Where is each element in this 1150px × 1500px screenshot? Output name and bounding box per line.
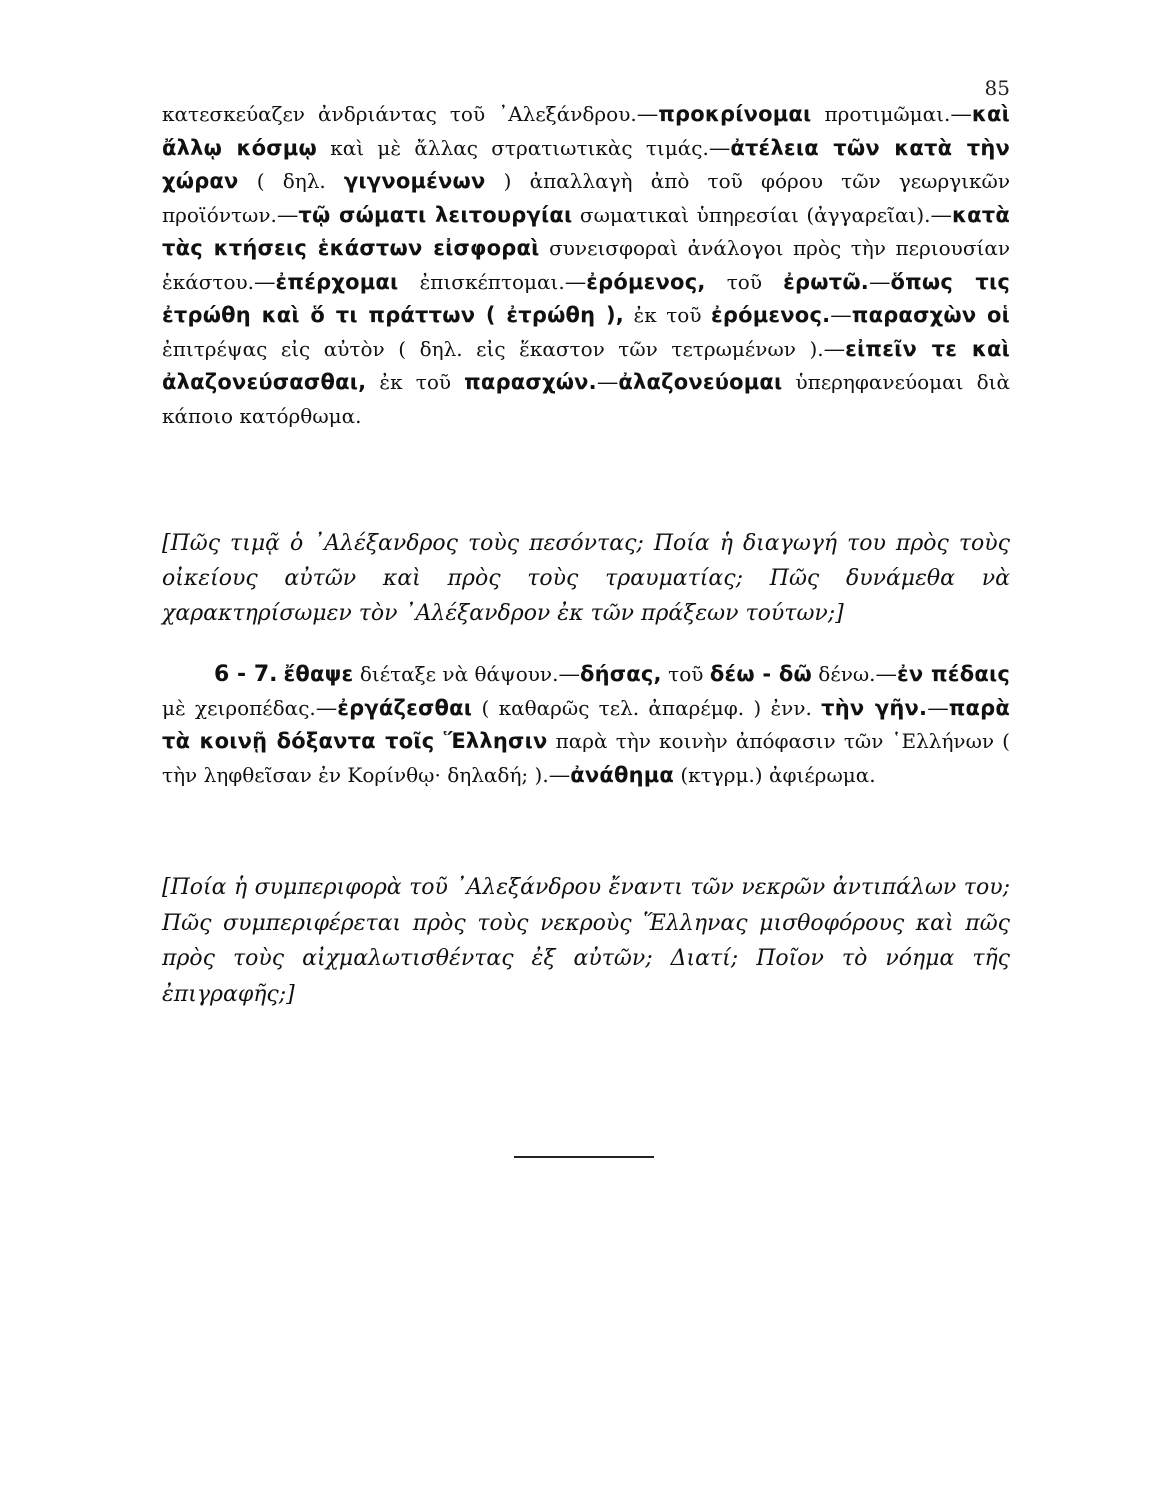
- headword: ἐρόμενος,: [586, 269, 706, 294]
- headword: γιγνομένων: [343, 169, 486, 193]
- dash-separator: —: [558, 662, 580, 687]
- gloss-text: μὲ χειροπέδας.: [162, 695, 316, 720]
- dash-separator: —: [930, 202, 953, 228]
- headword: ἀλαζονεύομαι: [618, 370, 783, 394]
- dash-separator: —: [636, 102, 659, 127]
- gloss-text: τοῦ: [661, 662, 710, 686]
- gloss-text: ( καθαρῶς τελ. ἀπαρέμφ. ) ἐνν.: [472, 695, 822, 720]
- dash-separator: —: [868, 269, 891, 295]
- gloss-paragraph-2-body: [162, 662, 1010, 788]
- gloss-text: σωματικαὶ ὑπηρεσίαι (ἀγγαρεῖαι).: [572, 202, 931, 227]
- gloss-text: ( δηλ.: [238, 169, 344, 193]
- gloss-text: ἐκ τοῦ: [366, 370, 465, 394]
- section-number: 6 - 7.: [214, 662, 278, 687]
- gloss-text: ὑπερηφανεύομαι διὰ κάποιο κατόρθωμα.: [162, 370, 1010, 428]
- headword: κατὰ τὰς κτήσεις ἑκάστων εἰσφοραὶ: [162, 202, 1010, 260]
- gloss-text: διέταξε νὰ θάψουν.: [353, 662, 559, 686]
- dash-separator: —: [823, 336, 846, 362]
- dash-separator: —: [596, 370, 619, 395]
- gloss-text: δένω.: [811, 662, 876, 686]
- end-divider: [514, 1156, 654, 1158]
- gloss-text: συνεισφοραὶ ἀνάλογοι πρὸς τὴν περιουσίαν ἑκάστου.: [162, 236, 1010, 294]
- dash-separator: —: [548, 762, 571, 788]
- headword: ἐρόμενος.: [711, 303, 831, 327]
- headword: ἐπέρχομαι: [275, 269, 399, 294]
- gloss-text: καὶ μὲ ἄλλας στρατιωτικὰς τιμάς.: [316, 135, 709, 160]
- dash-separator: —: [315, 695, 338, 721]
- headword: παρασχὼν οἱ: [851, 303, 1011, 327]
- gloss-text: ἐπισκέπτομαι.: [398, 269, 565, 294]
- headword: ἔθαψε: [283, 662, 354, 686]
- headword: ἀνάθημα: [570, 762, 675, 787]
- gloss-text: ) ἀπαλλαγὴ ἀπὸ τοῦ φόρου τῶν γεωργικῶν προϊόντων.: [162, 169, 1010, 227]
- page-number: 85: [984, 76, 1010, 100]
- study-questions-2-text: [Ποία ἡ συμπεριφορὰ τοῦ ᾿Αλεξάνδρου ἔναντι τῶν νεκρῶν ἀντιπάλων του; Πῶς συμπεριφέρεται πρὸς τοὺς νεκροὺς Ἕλληνας μισθοφόρους καὶ πῶς πρὸς τοὺς αἰχμαλωτισθέντας ἐξ αὐτῶν; Διατί; Ποῖον τὸ νόημα τῆς ἐπιγραφῆς;]: [162, 875, 1010, 1007]
- headword: δήσας,: [579, 662, 662, 686]
- gloss-text: τοῦ: [705, 269, 784, 294]
- dash-separator: —: [875, 662, 898, 687]
- headword: προκρίνομαι: [658, 102, 812, 126]
- dash-separator: —: [708, 135, 731, 161]
- headword: ἐργάζεσθαι: [337, 695, 473, 720]
- headword: ἐρωτῶ.: [783, 269, 869, 294]
- gloss-text: ἐπιτρέψας εἰς αὐτὸν ( δηλ. εἰς ἕκαστον τῶν τετρωμένων ).: [162, 336, 824, 361]
- dash-separator: —: [927, 695, 949, 721]
- study-questions-1: [162, 526, 1010, 631]
- gloss-text: ἐκ τοῦ: [623, 303, 712, 327]
- study-questions-2: [162, 870, 1010, 1012]
- headword: καὶ ἄλλῳ κόσμῳ: [162, 102, 1010, 160]
- dash-separator: —: [950, 102, 972, 127]
- gloss-paragraph-1: [162, 98, 1010, 433]
- headword: τῷ σώματι λειτουργίαι: [298, 202, 573, 227]
- headword: ἐν πέδαις: [897, 662, 1010, 686]
- gloss-text: (κτγρμ.) ἀφιέρωμα.: [674, 762, 876, 787]
- headword: παρὰ τὰ κοινῇ δόξαντα τοῖς Ἕλλησιν: [162, 695, 1010, 753]
- gloss-text: κατεσκεύαζεν ἀνδριάντας τοῦ ᾿Αλεξάνδρου.: [162, 102, 637, 126]
- headword: ἀτέλεια τῶν κατὰ τὴν χώραν: [162, 135, 1010, 193]
- gloss-text: προτιμῶμαι.: [811, 102, 951, 126]
- headword: ὅπως τις ἐτρώθη καὶ ὅ τι πράττων ( ἐτρώθη ),: [162, 269, 1011, 327]
- gloss-paragraph-2: [162, 658, 1010, 792]
- dash-separator: —: [564, 269, 587, 295]
- dash-separator: —: [254, 269, 276, 295]
- study-questions-1-text: [Πῶς τιμᾷ ὁ ᾿Αλέξανδρος τοὺς πεσόντας; Ποία ἡ διαγωγή του πρὸς τοὺς οἰκείους αὐτῶν καὶ πρὸς τοὺς τραυματίας; Πῶς δυνάμεθα νὰ χαρακτηρίσωμεν τὸν ᾿Αλέξανδρον ἐκ τῶν πράξεων τούτων;]: [162, 531, 1010, 626]
- gloss-text: παρὰ τὴν κοινὴν ἀπόφασιν τῶν ῾Ελλήνων ( τὴν ληφθεῖσαν ἐν Κορίνθῳ· δηλαδή; ).: [162, 729, 1010, 787]
- dash-separator: —: [830, 303, 852, 328]
- dash-separator: —: [276, 202, 299, 228]
- headword: παρασχών.: [464, 370, 597, 394]
- headword: δέω - δῶ: [709, 662, 812, 686]
- headword: τὴν γῆν.: [821, 695, 928, 720]
- headword: εἰπεῖν τε καὶ ἀλαζονεύσασθαι,: [162, 336, 1010, 394]
